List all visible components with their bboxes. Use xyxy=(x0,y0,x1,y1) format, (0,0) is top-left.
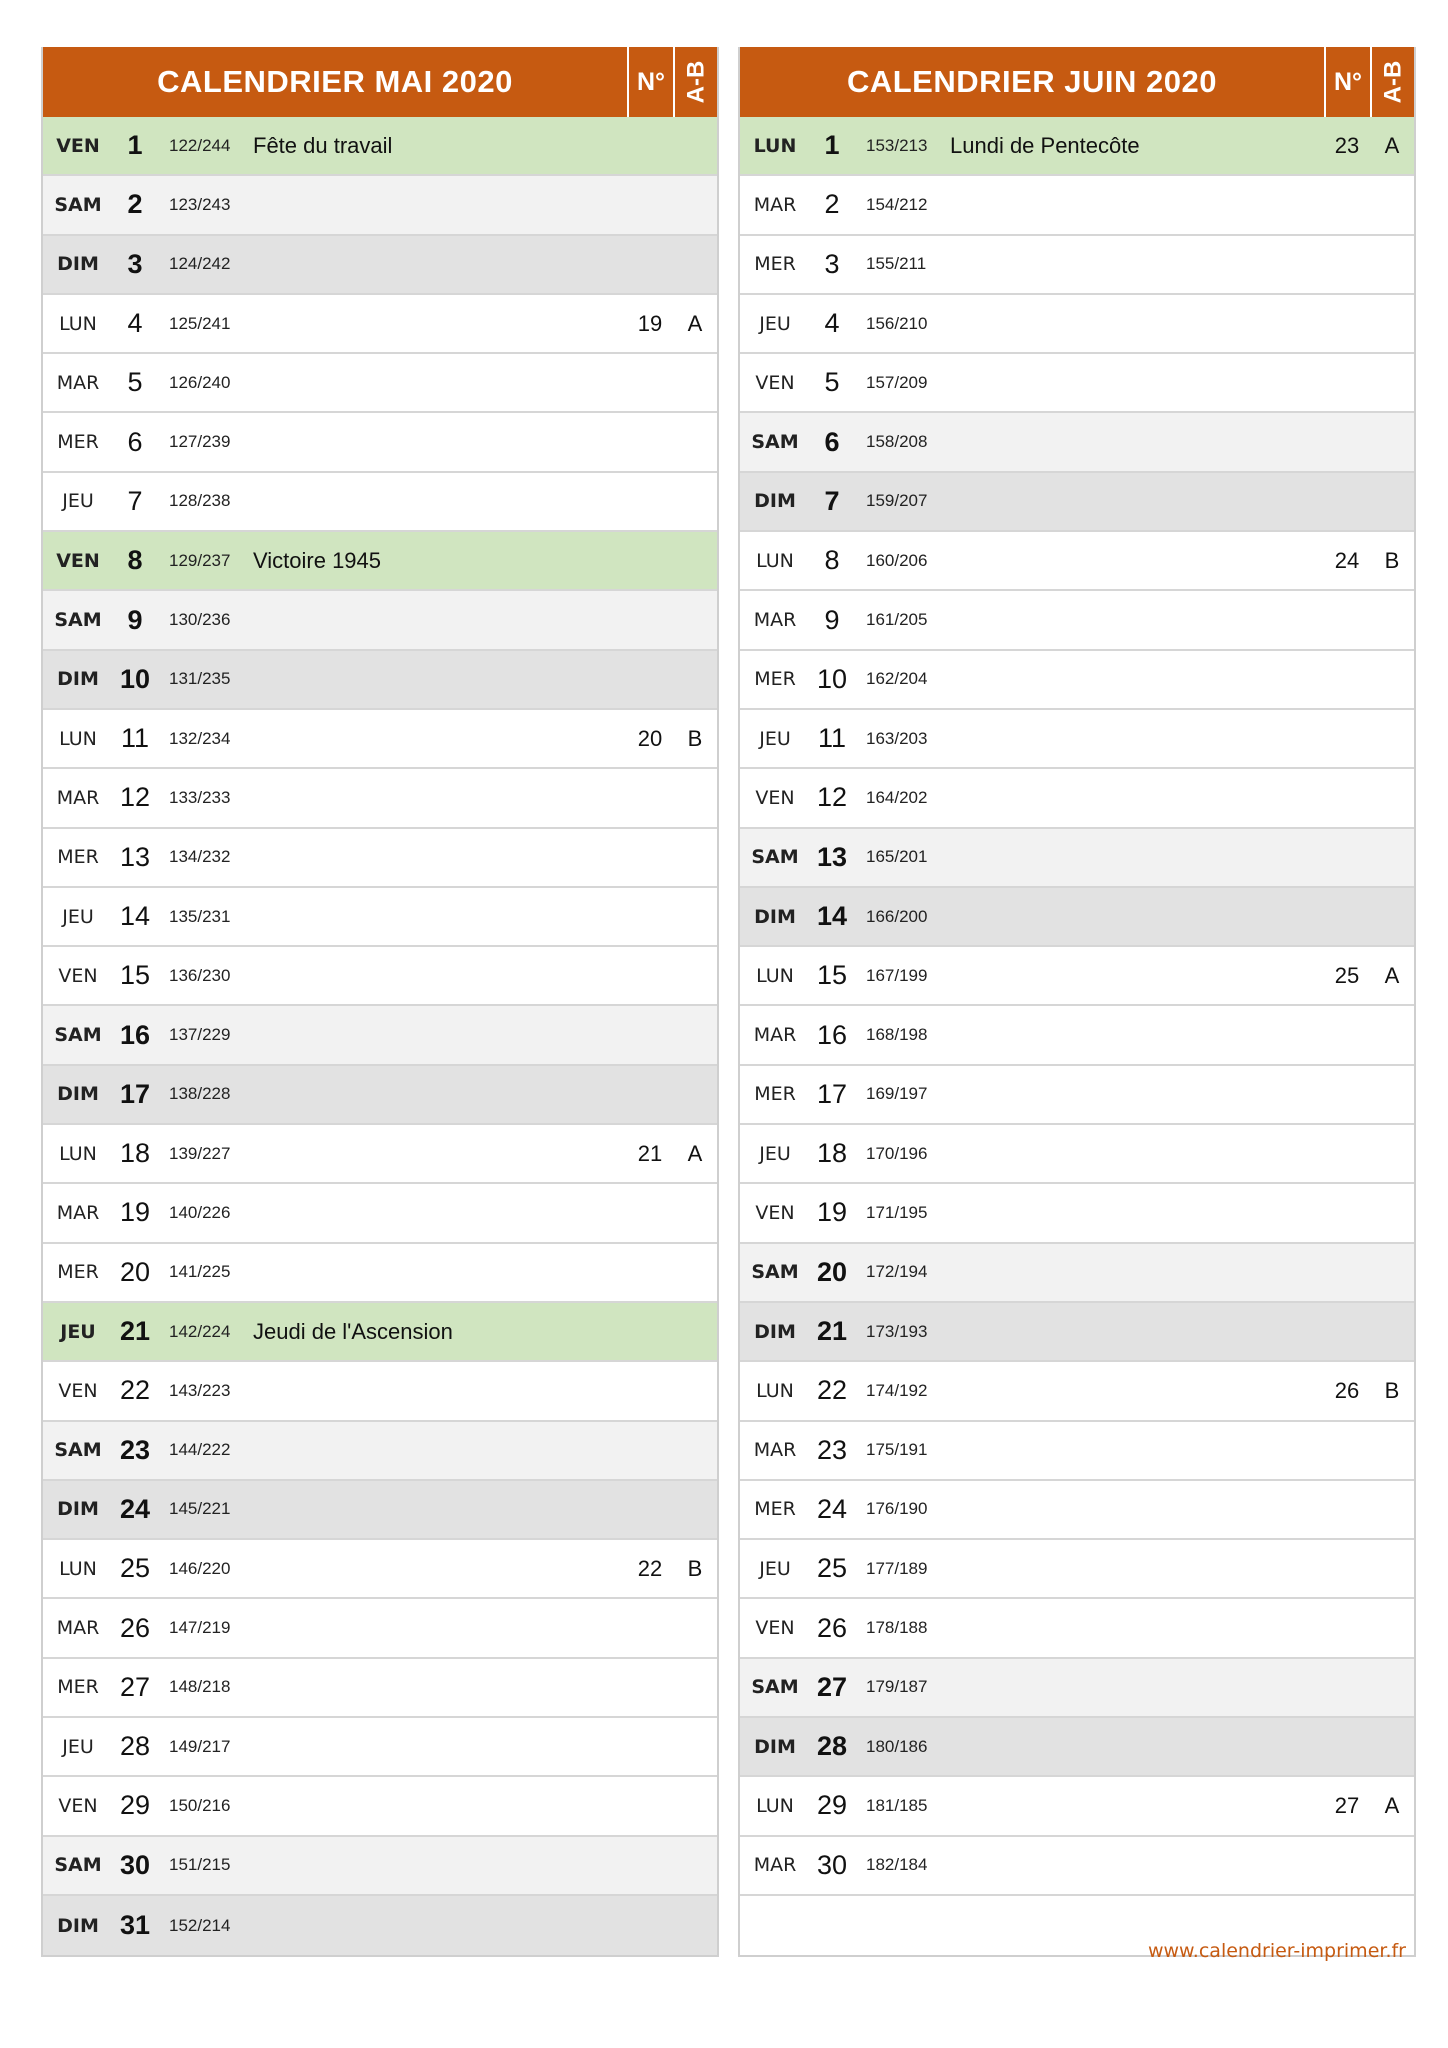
weekday-label: DIM xyxy=(57,1498,99,1521)
day-row xyxy=(43,295,717,354)
day-number: 10 xyxy=(816,663,848,694)
week-ab: B xyxy=(687,725,703,751)
weekday-label: SAM xyxy=(751,846,799,869)
day-of-year: 148/218 xyxy=(169,1677,231,1697)
day-row xyxy=(43,1006,717,1065)
weekday-label: MER xyxy=(57,846,99,869)
day-of-year: 153/213 xyxy=(866,135,928,155)
day-number: 26 xyxy=(816,1612,848,1643)
day-number: 14 xyxy=(119,901,151,931)
day-number: 6 xyxy=(824,426,840,457)
weekday-label: DIM xyxy=(57,1083,99,1106)
day-row xyxy=(740,236,1414,295)
day-row xyxy=(43,1837,717,1896)
weekday-label: LUN xyxy=(753,134,797,157)
day-row xyxy=(43,829,717,888)
day-row xyxy=(740,1244,1414,1303)
day-of-year: 128/238 xyxy=(169,491,231,511)
day-row xyxy=(740,117,1414,176)
day-row xyxy=(43,117,717,176)
day-number: 28 xyxy=(816,1731,848,1762)
weekday-label: VEN xyxy=(755,786,795,809)
weekday-label: DIM xyxy=(754,905,796,928)
weekday-label: LUN xyxy=(59,727,97,750)
weekday-label: JEU xyxy=(759,1142,791,1165)
weekday-label: JEU xyxy=(759,312,791,335)
day-number: 18 xyxy=(119,1138,151,1169)
day-of-year: 164/202 xyxy=(866,787,928,807)
day-row xyxy=(43,591,717,650)
weekday-label: LUN xyxy=(59,312,97,335)
day-number: 20 xyxy=(816,1256,848,1287)
day-of-year: 156/210 xyxy=(866,313,928,333)
weekday-label: VEN xyxy=(755,1201,795,1224)
week-ab: B xyxy=(687,1555,703,1581)
day-row xyxy=(43,354,717,413)
day-of-year: 171/195 xyxy=(866,1202,928,1222)
day-of-year: 178/188 xyxy=(866,1618,928,1638)
weekday-label: JEU xyxy=(62,905,94,928)
day-row xyxy=(740,1184,1414,1243)
day-of-year: 165/201 xyxy=(866,847,928,867)
weekday-label: MAR xyxy=(753,193,797,216)
day-of-year: 152/214 xyxy=(169,1915,231,1935)
day-number: 26 xyxy=(119,1612,151,1643)
month-title: CALENDRIER JUIN 2020 xyxy=(846,64,1218,99)
day-row xyxy=(740,888,1414,947)
weekday-label: JEU xyxy=(62,1735,94,1758)
day-number: 22 xyxy=(119,1375,151,1406)
weekday-label: LUN xyxy=(756,1379,794,1402)
day-of-year: 177/189 xyxy=(866,1558,928,1578)
day-number: 18 xyxy=(816,1138,848,1169)
weekday-label: MAR xyxy=(56,1201,100,1224)
day-of-year: 147/219 xyxy=(169,1618,231,1638)
month-header xyxy=(43,47,717,117)
day-number: 21 xyxy=(119,1316,151,1347)
day-of-year: 145/221 xyxy=(169,1499,231,1519)
day-of-year: 174/192 xyxy=(866,1380,928,1400)
day-number: 7 xyxy=(824,485,840,516)
week-number: 22 xyxy=(637,1555,663,1581)
day-of-year: 129/237 xyxy=(169,550,231,570)
day-number: 7 xyxy=(127,485,143,516)
day-of-year: 136/230 xyxy=(169,965,231,985)
weekday-label: SAM xyxy=(54,1854,102,1877)
weekday-label: JEU xyxy=(759,1557,791,1580)
day-of-year: 159/207 xyxy=(866,491,928,511)
day-row xyxy=(43,947,717,1006)
day-number: 16 xyxy=(816,1019,848,1050)
day-row xyxy=(740,295,1414,354)
week-number: 25 xyxy=(1334,962,1360,988)
day-of-year: 175/191 xyxy=(866,1440,928,1460)
day-of-year: 140/226 xyxy=(169,1202,231,1222)
holiday-label: Victoire 1945 xyxy=(253,547,382,573)
day-row xyxy=(43,413,717,472)
weekday-label: DIM xyxy=(57,1914,99,1937)
day-row xyxy=(740,829,1414,888)
day-number: 27 xyxy=(816,1671,848,1702)
week-ab: B xyxy=(1384,1377,1400,1403)
week-ab: A xyxy=(687,1140,703,1166)
weekday-label: LUN xyxy=(756,549,794,572)
day-row xyxy=(740,473,1414,532)
ab-header xyxy=(673,47,717,117)
day-row xyxy=(43,1184,717,1243)
day-number: 2 xyxy=(824,189,840,220)
weekday-label: SAM xyxy=(751,431,799,454)
weekday-label: SAM xyxy=(751,1261,799,1284)
day-row xyxy=(740,651,1414,710)
day-row xyxy=(43,176,717,235)
day-row xyxy=(43,236,717,295)
day-number: 24 xyxy=(119,1493,151,1524)
day-of-year: 160/206 xyxy=(866,550,928,570)
weekday-label: VEN xyxy=(58,964,98,987)
weekday-label: DIM xyxy=(754,490,796,513)
day-number: 16 xyxy=(119,1019,151,1050)
day-row xyxy=(43,1303,717,1362)
day-row xyxy=(43,888,717,947)
day-row xyxy=(740,1599,1414,1658)
day-row xyxy=(43,1777,717,1836)
day-of-year: 168/198 xyxy=(866,1025,928,1045)
day-number: 25 xyxy=(816,1553,848,1584)
month-header xyxy=(740,47,1414,117)
day-row xyxy=(740,1540,1414,1599)
day-of-year: 144/222 xyxy=(169,1440,231,1460)
day-of-year: 158/208 xyxy=(866,432,928,452)
day-number: 20 xyxy=(119,1256,151,1287)
weekday-label: MER xyxy=(57,431,99,454)
day-row xyxy=(740,176,1414,235)
day-of-year: 126/240 xyxy=(169,372,231,392)
day-number: 31 xyxy=(119,1910,151,1941)
day-of-year: 132/234 xyxy=(169,728,231,748)
week-number: 19 xyxy=(637,310,663,336)
day-of-year: 173/193 xyxy=(866,1321,928,1341)
ab-header-label: A-B xyxy=(1379,60,1406,104)
day-number: 17 xyxy=(816,1078,848,1109)
week-number: 27 xyxy=(1334,1792,1360,1818)
day-row xyxy=(740,769,1414,828)
weekday-label: MAR xyxy=(753,1024,797,1047)
day-of-year: 137/229 xyxy=(169,1025,231,1045)
day-row xyxy=(740,1837,1414,1896)
day-of-year: 154/212 xyxy=(866,194,928,214)
weekday-label: VEN xyxy=(56,134,100,157)
weekday-label: LUN xyxy=(59,1142,97,1165)
day-number: 1 xyxy=(127,130,143,161)
day-of-year: 125/241 xyxy=(169,313,231,333)
day-row xyxy=(43,532,717,591)
day-of-year: 162/204 xyxy=(866,669,928,689)
day-number: 10 xyxy=(119,663,151,694)
month-june xyxy=(738,47,1416,1957)
day-row xyxy=(740,1125,1414,1184)
weekday-label: MAR xyxy=(753,1439,797,1462)
day-number: 23 xyxy=(119,1434,151,1465)
day-number: 17 xyxy=(119,1078,151,1109)
day-row xyxy=(43,1125,717,1184)
day-of-year: 122/244 xyxy=(169,135,231,155)
day-number: 13 xyxy=(119,841,151,872)
day-row xyxy=(740,1362,1414,1421)
day-row xyxy=(740,532,1414,591)
day-number: 12 xyxy=(119,782,151,813)
day-row xyxy=(740,591,1414,650)
day-number: 19 xyxy=(816,1197,848,1228)
day-row xyxy=(740,1066,1414,1125)
weekday-label: LUN xyxy=(59,1557,97,1580)
day-of-year: 167/199 xyxy=(866,965,928,985)
day-of-year: 130/236 xyxy=(169,610,231,630)
holiday-label: Fête du travail xyxy=(253,132,393,158)
day-of-year: 166/200 xyxy=(866,906,928,926)
day-of-year: 163/203 xyxy=(866,728,928,748)
weekday-label: SAM xyxy=(54,609,102,632)
day-number: 1 xyxy=(824,130,840,161)
ab-header-label: A-B xyxy=(682,60,709,104)
day-number: 24 xyxy=(816,1493,848,1524)
day-number: 19 xyxy=(119,1197,151,1228)
weekday-label: DIM xyxy=(57,668,99,691)
day-of-year: 151/215 xyxy=(169,1855,231,1875)
week-ab: A xyxy=(1384,132,1400,158)
weekday-label: SAM xyxy=(54,1024,102,1047)
day-of-year: 172/194 xyxy=(866,1262,928,1282)
day-row xyxy=(740,354,1414,413)
day-of-year: 182/184 xyxy=(866,1855,928,1875)
day-row xyxy=(43,1362,717,1421)
day-number: 14 xyxy=(816,901,848,931)
week-number: 21 xyxy=(637,1140,663,1166)
day-of-year: 170/196 xyxy=(866,1143,928,1163)
day-number: 9 xyxy=(824,604,840,635)
weekday-label: MER xyxy=(754,1083,796,1106)
week-number: 24 xyxy=(1334,547,1360,573)
day-number: 3 xyxy=(824,248,840,279)
weekday-label: SAM xyxy=(751,1676,799,1699)
weekday-label: MAR xyxy=(753,609,797,632)
day-number: 27 xyxy=(119,1671,151,1702)
day-of-year: 161/205 xyxy=(866,610,928,630)
weekday-label: MER xyxy=(57,1261,99,1284)
weekday-label: SAM xyxy=(54,1439,102,1462)
week-ab: A xyxy=(1384,962,1400,988)
week-number: 20 xyxy=(637,725,663,751)
day-of-year: 141/225 xyxy=(169,1262,231,1282)
day-of-year: 127/239 xyxy=(169,432,231,452)
weekday-label: VEN xyxy=(755,1617,795,1640)
weekday-label: VEN xyxy=(755,371,795,394)
day-of-year: 142/224 xyxy=(169,1321,231,1341)
day-of-year: 124/242 xyxy=(169,254,231,274)
day-of-year: 150/216 xyxy=(169,1795,231,1815)
day-of-year: 138/228 xyxy=(169,1084,231,1104)
day-row xyxy=(43,1896,717,1955)
day-list xyxy=(43,117,717,1955)
ab-header xyxy=(1370,47,1414,117)
day-of-year: 139/227 xyxy=(169,1143,231,1163)
day-number: 29 xyxy=(816,1790,848,1821)
day-row xyxy=(43,1659,717,1718)
week-ab: B xyxy=(1384,547,1400,573)
day-row xyxy=(740,710,1414,769)
weekday-label: DIM xyxy=(754,1735,796,1758)
day-of-year: 176/190 xyxy=(866,1499,928,1519)
day-of-year: 157/209 xyxy=(866,372,928,392)
day-row xyxy=(43,1244,717,1303)
week-ab: A xyxy=(1384,1792,1400,1818)
weekday-label: MAR xyxy=(56,786,100,809)
week-ab: A xyxy=(687,310,703,336)
day-row xyxy=(740,1659,1414,1718)
day-of-year: 135/231 xyxy=(169,906,231,926)
day-row xyxy=(43,1718,717,1777)
weekday-label: MER xyxy=(57,1676,99,1699)
day-row xyxy=(43,1066,717,1125)
week-number: 23 xyxy=(1334,132,1360,158)
day-number: 5 xyxy=(127,367,143,398)
day-of-year: 155/211 xyxy=(866,254,927,274)
day-row xyxy=(43,473,717,532)
holiday-label: Lundi de Pentecôte xyxy=(950,132,1140,158)
holiday-label: Jeudi de l'Ascension xyxy=(253,1318,453,1344)
day-row xyxy=(43,769,717,828)
day-number: 9 xyxy=(127,604,143,635)
day-row xyxy=(740,1777,1414,1836)
weekday-label: SAM xyxy=(54,193,102,216)
day-number: 6 xyxy=(127,426,143,457)
day-row xyxy=(43,710,717,769)
weekday-label: JEU xyxy=(62,490,94,513)
day-of-year: 180/186 xyxy=(866,1736,928,1756)
day-row xyxy=(43,651,717,710)
day-of-year: 131/235 xyxy=(169,669,231,689)
weekday-label: LUN xyxy=(756,1794,794,1817)
day-row xyxy=(740,413,1414,472)
day-number: 30 xyxy=(816,1849,848,1880)
day-row xyxy=(43,1599,717,1658)
weekday-label: MER xyxy=(754,253,796,276)
weekday-label: MAR xyxy=(56,371,100,394)
day-of-year: 143/223 xyxy=(169,1380,231,1400)
month-may xyxy=(41,47,719,1957)
day-number: 4 xyxy=(127,308,143,339)
weekday-label: MAR xyxy=(56,1617,100,1640)
day-number: 11 xyxy=(120,723,150,754)
day-number: 5 xyxy=(824,367,840,398)
day-number: 11 xyxy=(817,723,847,754)
day-list xyxy=(740,117,1414,1955)
week-number-header: N° xyxy=(1324,47,1370,117)
day-number: 29 xyxy=(119,1790,151,1821)
day-number: 4 xyxy=(824,308,840,339)
weekday-label: DIM xyxy=(57,253,99,276)
footer-url[interactable]: www.calendrier-imprimer.fr xyxy=(1147,1940,1406,1962)
week-number-header: N° xyxy=(627,47,673,117)
day-row xyxy=(740,1006,1414,1065)
weekday-label: VEN xyxy=(58,1794,98,1817)
day-row xyxy=(740,947,1414,1006)
day-of-year: 134/232 xyxy=(169,847,231,867)
day-row xyxy=(740,1481,1414,1540)
day-number: 30 xyxy=(119,1849,151,1880)
month-title: CALENDRIER MAI 2020 xyxy=(157,64,513,99)
weekday-label: JEU xyxy=(60,1320,96,1343)
day-number: 8 xyxy=(824,545,840,576)
day-of-year: 181/185 xyxy=(866,1795,928,1815)
day-row xyxy=(43,1481,717,1540)
weekday-label: DIM xyxy=(754,1320,796,1343)
day-row xyxy=(43,1540,717,1599)
weekday-label: VEN xyxy=(58,1379,98,1402)
day-number: 21 xyxy=(816,1316,848,1347)
day-of-year: 133/233 xyxy=(169,787,231,807)
day-number: 13 xyxy=(816,841,848,872)
day-of-year: 169/197 xyxy=(866,1084,928,1104)
day-row xyxy=(740,1422,1414,1481)
day-of-year: 146/220 xyxy=(169,1558,231,1578)
day-number: 2 xyxy=(127,189,143,220)
week-number: 26 xyxy=(1334,1377,1360,1403)
day-number: 25 xyxy=(119,1553,151,1584)
weekday-label: MER xyxy=(754,668,796,691)
day-number: 28 xyxy=(119,1731,151,1762)
day-row xyxy=(740,1303,1414,1362)
day-number: 15 xyxy=(119,960,151,991)
day-row xyxy=(740,1718,1414,1777)
day-number: 3 xyxy=(127,248,143,279)
day-row xyxy=(43,1422,717,1481)
weekday-label: VEN xyxy=(56,549,100,572)
day-number: 22 xyxy=(816,1375,848,1406)
day-number: 8 xyxy=(127,545,143,576)
day-of-year: 123/243 xyxy=(169,194,231,214)
day-of-year: 179/187 xyxy=(866,1677,928,1697)
day-number: 15 xyxy=(816,960,848,991)
day-of-year: 149/217 xyxy=(169,1736,231,1756)
day-number: 12 xyxy=(816,782,848,813)
weekday-label: MAR xyxy=(753,1854,797,1877)
weekday-label: JEU xyxy=(759,727,791,750)
weekday-label: LUN xyxy=(756,964,794,987)
weekday-label: MER xyxy=(754,1498,796,1521)
day-number: 23 xyxy=(816,1434,848,1465)
